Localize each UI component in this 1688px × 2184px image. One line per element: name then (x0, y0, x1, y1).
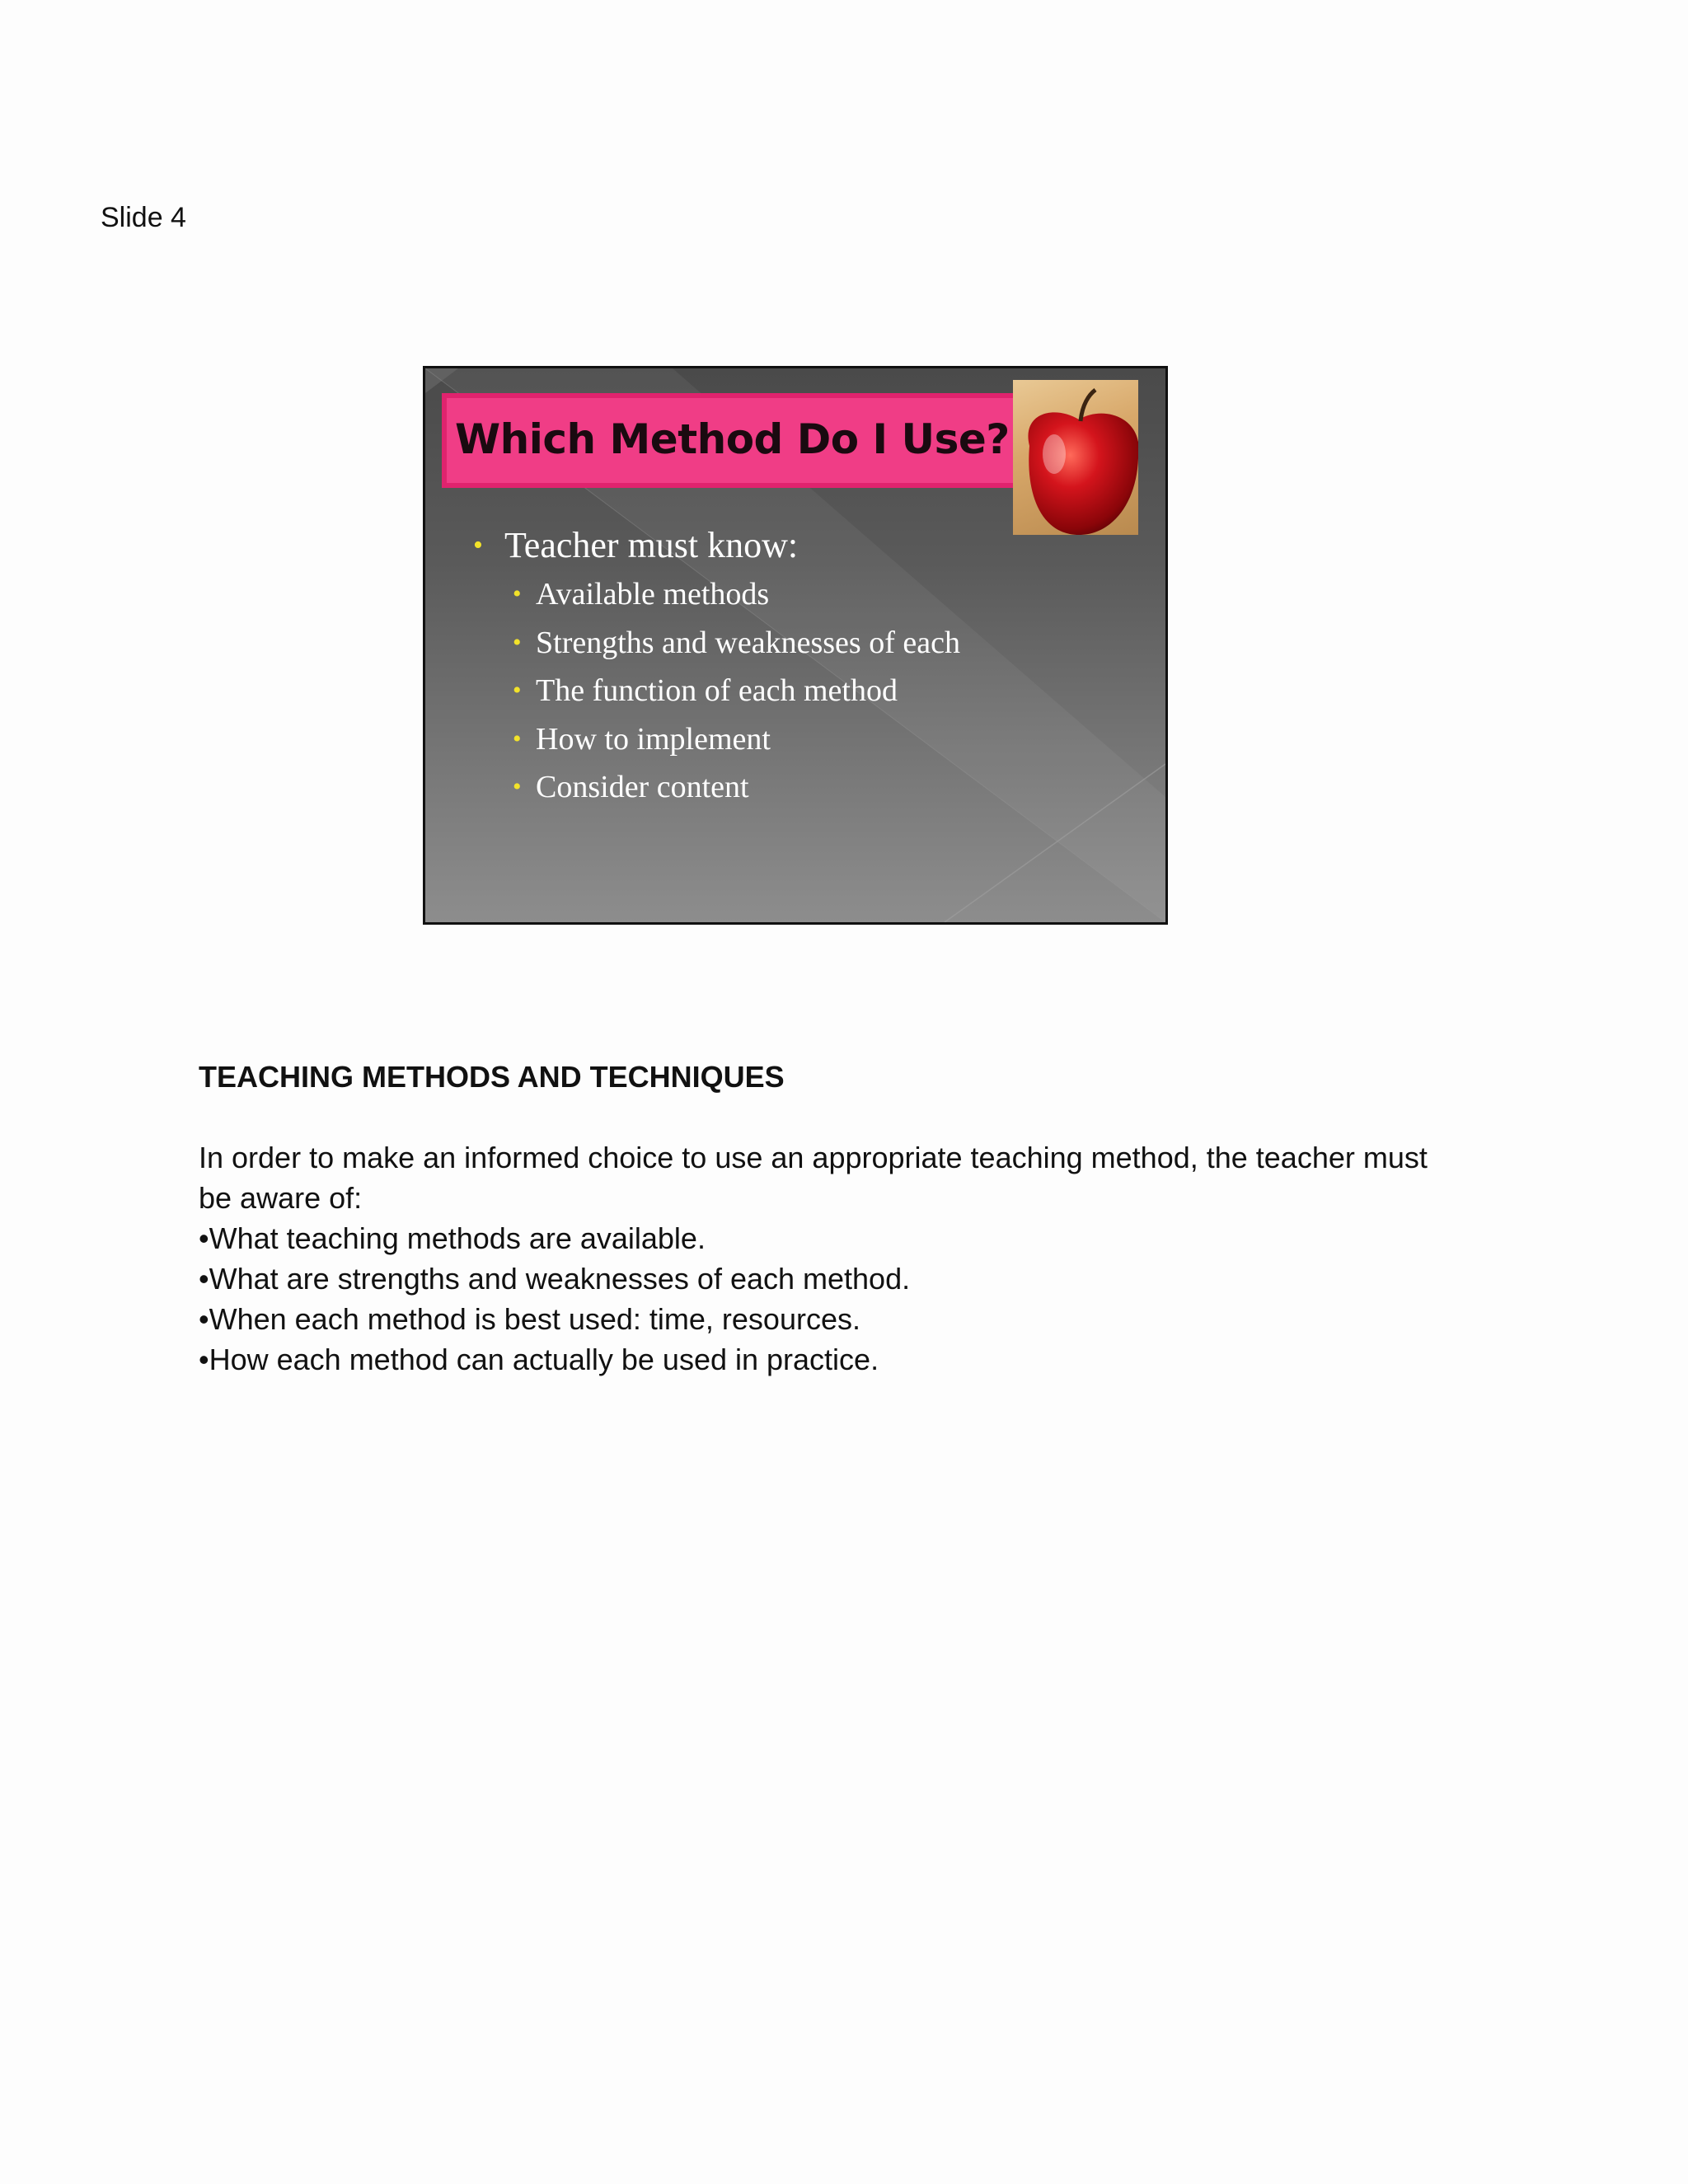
slide-sub-bullet: • How to implement (473, 715, 960, 764)
slide-title: Which Method Do I Use? (455, 415, 1010, 463)
notes-list-item: •When each method is best used: time, resources. (199, 1302, 860, 1336)
slide-bullet-main: • Teacher must know: (473, 521, 960, 570)
red-apple-image (1013, 380, 1138, 535)
notes-heading: TEACHING METHODS AND TECHNIQUES (199, 1060, 785, 1094)
bullet-icon: • (513, 677, 522, 704)
bullet-icon: • (513, 628, 522, 656)
slide-sub-bullet: • Available methods (473, 570, 960, 619)
slide-sub-bullet: • Strengths and weaknesses of each (473, 619, 960, 668)
slide-bullet-list (473, 521, 960, 812)
bullet-icon: • (513, 724, 522, 752)
slide-number-label: Slide 4 (101, 202, 186, 233)
notes-list-item: •What are strengths and weaknesses of each method. (199, 1262, 911, 1296)
notes-intro-line: be aware of: (199, 1181, 363, 1215)
slide-title-bar (442, 393, 1019, 488)
notes-list-item: •What teaching methods are available. (199, 1221, 706, 1255)
slide-sub-bullet: • Consider content (473, 763, 960, 812)
slide-sub-bullet: • The function of each method (473, 667, 960, 715)
bullet-icon: • (513, 580, 522, 607)
bullet-icon: • (513, 773, 522, 800)
slide-thumbnail (423, 366, 1168, 925)
speaker-notes (199, 1057, 1534, 1380)
apple-icon (1013, 380, 1138, 535)
notes-intro-line: In order to make an informed choice to use an appropriate teaching method, the teacher must (199, 1141, 1428, 1174)
bullet-icon: • (473, 530, 483, 560)
notes-list-item: •How each method can actually be used in practice. (199, 1343, 879, 1376)
